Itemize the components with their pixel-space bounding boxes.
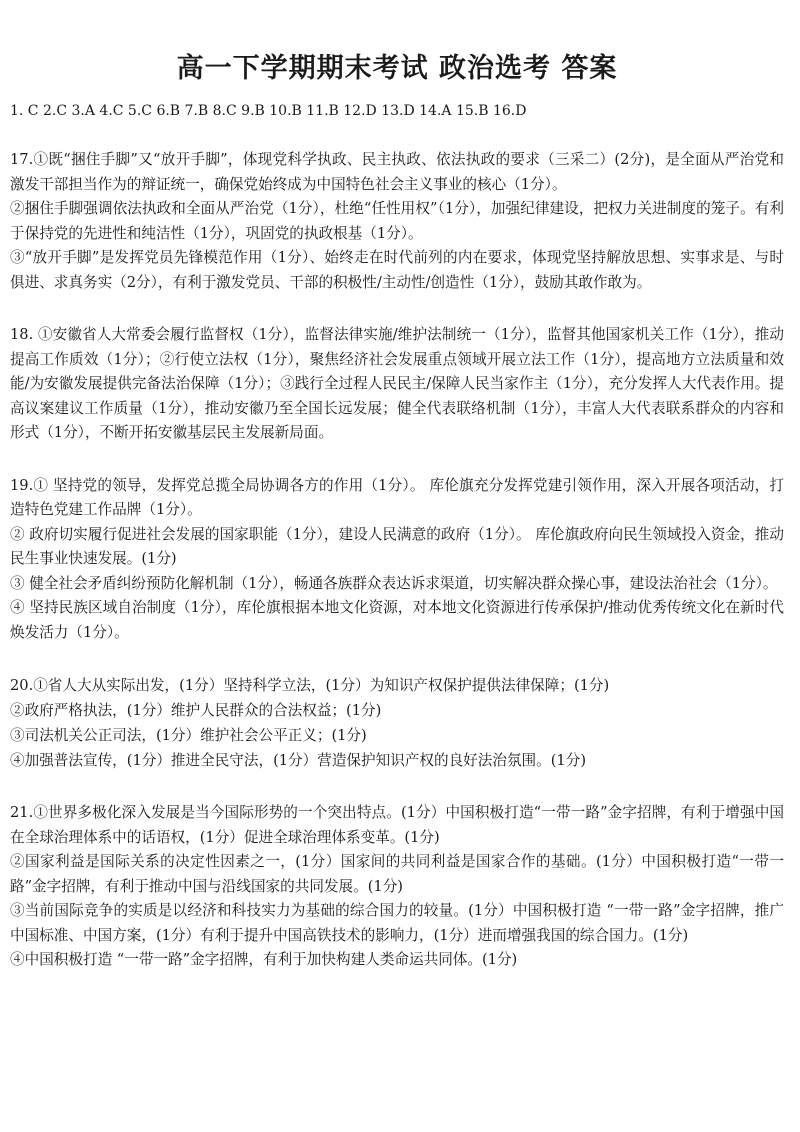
answer-18 — [10, 323, 784, 446]
page-title: 高一下学期期末考试 政治选考 答案 — [176, 53, 618, 84]
answer-line: ②国家利益是国际关系的决定性因素之一，(1分）国家间的共同利益是国家合作的基础。(1分）中国积极打造“一带一路”金字招牌，有利于推动中国与沿线国家的共同发展。(1分) — [10, 853, 784, 895]
multiple-choice-answers: 1. C 2.C 3.A 4.C 5.C 6.B 7.B 8.C 9.B 10.B 11.B 12.D 13.D 14.A 15.B 16.D — [10, 103, 527, 119]
answer-line: ③当前国际竞争的实质是以经济和科技实力为基础的综合国力的较量。(1分）中国积极打造 “一带一路”金字招牌，推广中国标准、中国方案，(1分）有利于提升中国高铁技术的影响力，(1分）进而增强我国的综合国力。(1分) — [10, 902, 784, 944]
answer-line: 17.①既“捆住手脚”又“放开手脚”，体现党科学执政、民主执政、依法执政的要求（三采二）(2分)，是全面从严治党和激发干部担当作为的辩证统一，确保党始终成为中国特色社会主义事业的核心（1分）。 — [10, 151, 784, 193]
answer-line: 21.①世界多极化深入发展是当今国际形势的一个突出特点。(1分）中国积极打造“一带一路”金字招牌，有利于增强中国在全球治理体系中的话语权，(1分）促进全球治理体系变革。(1分) — [10, 804, 784, 846]
answer-line: ②捆住手脚强调依法执政和全面从严治党（1分），杜绝“任性用权”（1分），加强纪律建设，把权力关进制度的笼子。有利于保持党的先进性和纯洁性（1分），巩固党的执政根基（1分）。 — [10, 200, 784, 242]
answer-line: 18. ①安徽省人大常委会履行监督权（1分），监督法律实施/维护法制统一（1分），监督其他国家机关工作（1分），推动提高工作质效（1分）；②行使立法权（1分），聚焦经济社会发展重点领域开展立法工作（1分），提高地方立法质量和效能/为安徽发展提供完备法治保障（1分）；③践行全过程人民民主/保障人民当家作主（1分），充分发挥人大代表作用。提高议案建议工作质量（1分），推动安徽乃至全国长远发展；健全代表联络机制（1分），丰富人大代表联系群众的内容和形式（1分），不断开拓安徽基层民主发展新局面。 — [10, 326, 784, 441]
answer-21 — [10, 801, 784, 973]
answer-20 — [10, 673, 784, 773]
answer-line: 19.① 坚持党的领导，发挥党总揽全局协调各方的作用（1分）。 库伦旗充分发挥党建引领作用，深入开展各项活动，打造特色党建工作品牌（1分）。 — [10, 476, 784, 518]
answer-line: ②政府严格执法，(1分）维护人民群众的合法权益；(1分) — [10, 702, 382, 719]
answer-line: ③“放开手脚”是发挥党员先锋模范作用（1分）、始终走在时代前列的内在要求，体现党坚持解放思想、实事求是、与时俱进、求真务实（2分），有利于激发党员、干部的积极性/主动性/创造性（1分），鼓励其敢作敢为。 — [10, 249, 784, 291]
answer-19 — [10, 474, 784, 646]
answer-line: ④ 坚持民族区域自治制度（1分），库伦旗根据本地文化资源，对本地文化资源进行传承保护/推动优秀传统文化在新时代焕发活力（1分）。 — [10, 599, 784, 641]
answer-line: ③司法机关公正司法，(1分）维护社会公平正义；(1分) — [10, 727, 367, 744]
answer-line: ② 政府切实履行促进社会发展的国家职能（1分），建设人民满意的政府（1分）。 库伦旗政府向民生领域投入资金，推动民生事业快速发展。(1分) — [10, 525, 784, 567]
answer-line: ④加强普法宣传，(1分）推进全民守法，(1分）营造保护知识产权的良好法治氛围。(1分) — [10, 752, 587, 769]
answer-17 — [10, 148, 784, 295]
answer-line: ③ 健全社会矛盾纠纷预防化解机制（1分），畅通各族群众表达诉求渠道，切实解决群众操心事，建设法治社会（1分）。 — [10, 574, 778, 592]
answer-line: ④中国积极打造 “一带一路”金字招牌，有利于加快构建人类命运共同体。(1分) — [10, 951, 518, 968]
answer-line: 20.①省人大从实际出发，(1分）坚持科学立法，(1分）为知识产权保护提供法律保障；(1分) — [10, 677, 610, 694]
